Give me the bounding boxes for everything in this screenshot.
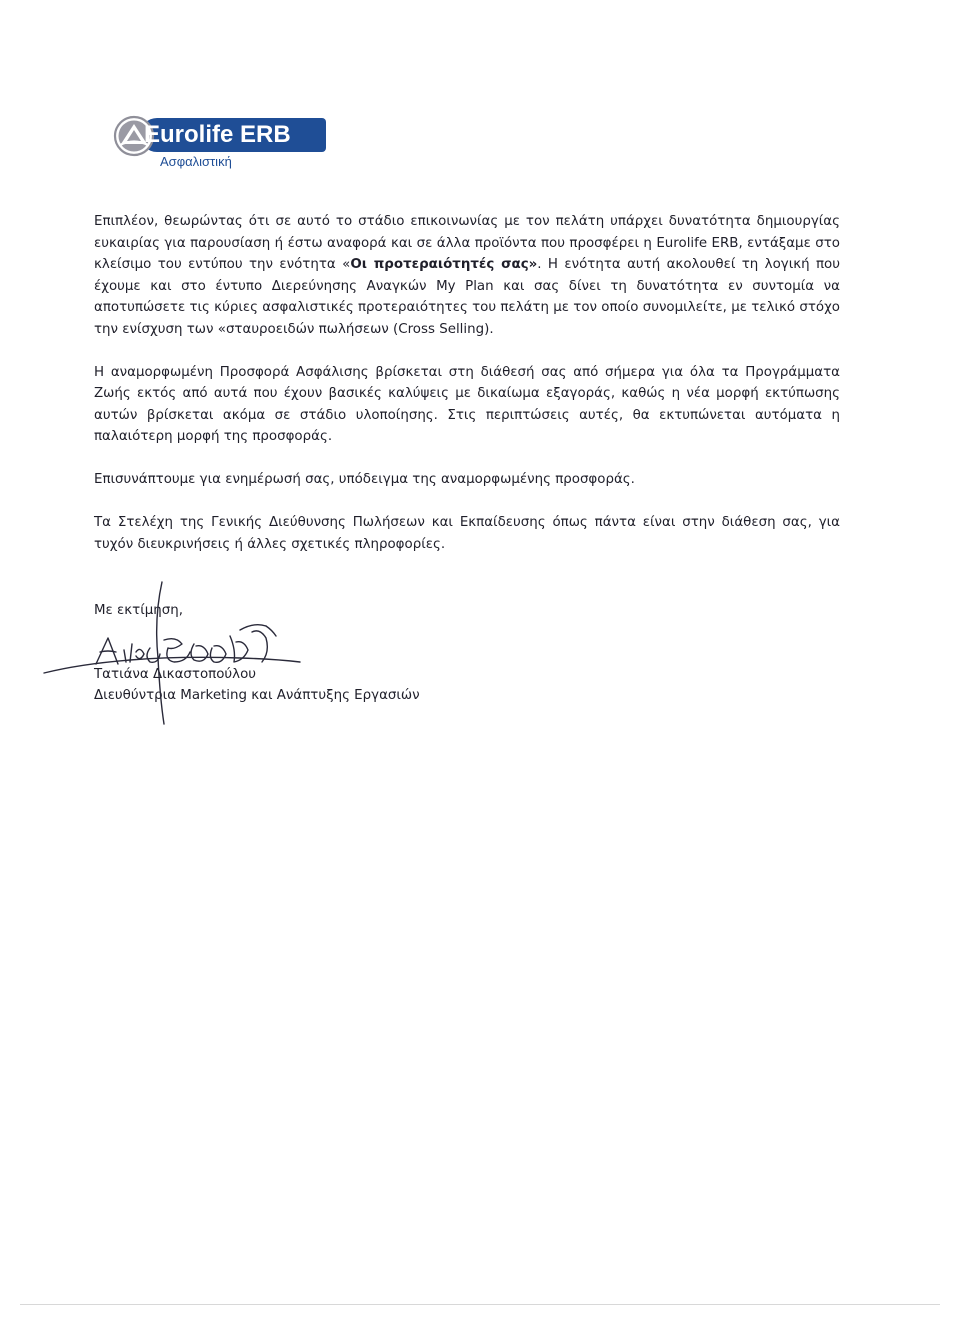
logo-subtitle: Ασφαλιστική <box>160 154 232 169</box>
logo-brand-text: Eurolife ERB <box>144 121 291 148</box>
signatory-name: Τατιάνα Δικαστοπούλου <box>94 667 257 682</box>
paragraph-text: Επιπλέον, θεωρώντας ότι σε αυτό το στάδιο επικοινωνίας με τον πελάτη υπάρχει δυνατότητα δημιουργίας ευκαιρίας για παρουσίαση ή έστω αναφορά και σε άλλα προϊόντα που προσφέρει η Eurolife ERB, εντάξαμε στο κλείσιμο του εντύπου την ενότητα « <box>94 214 840 272</box>
priorities-section-name: Οι προτεραιότητές σας» <box>350 257 538 272</box>
paragraph-new-offer: Η αναμορφωμένη Προσφορά Ασφάλισης βρίσκεται στη διάθεσή σας από σήμερα για όλα τα Προγράμματα Ζωής εκτός από αυτά που έχουν βασικές καλύψεις με δικαίωμα εξαγοράς, καθώς η νέα μορφή εκτύπωσης αυτών βρίσκεται ακόμα σε στάδιο υλοποίησης. Στις περιπτώσεις αυτές, θα εκτυπώνεται αυτόματα η παλαιότερη μορφή της προσφοράς. <box>94 364 840 444</box>
letter-body <box>94 211 840 555</box>
salutation: Με εκτίμηση, <box>94 603 184 618</box>
company-logo <box>108 114 338 178</box>
page-bottom-rule <box>20 1304 940 1305</box>
signatory-title: Διευθύντρια Marketing και Ανάπτυξης Εργασιών <box>94 688 420 703</box>
paragraph-attachment: Επισυνάπτουμε για ενημέρωσή σας, υπόδειγμα της αναμορφωμένης προσφοράς. <box>94 472 635 487</box>
paragraph-priorities <box>94 211 840 340</box>
paragraph-contact: Τα Στελέχη της Γενικής Διεύθυνσης Πωλήσεων και Εκπαίδευσης όπως πάντα είναι στην διάθεση σας, για τυχόν διευκρινήσεις ή άλλες σχετικές πληροφορίες. <box>94 515 840 552</box>
paragraph-text: . Η ενότητα αυτή ακολουθεί τη λογική που έχουμε και στο έντυπο Διερεύνησης Αναγκών My Plan και σας δίνει τη δυνατότητα εν συντομία να αποτυπώσετε τις κύριες ασφαλιστικές προτεραιότητες του πελάτη με τον οποίο συνομιλείτε, με τελικό στόχο την ενίσχυση των «σταυροειδών πωλήσεων (Cross Selling). <box>94 257 840 337</box>
